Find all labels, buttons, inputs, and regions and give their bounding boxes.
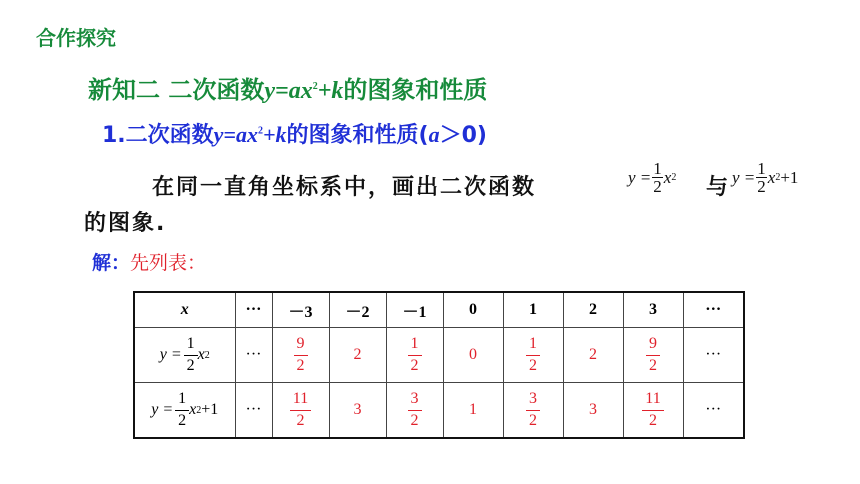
formula-tail: +1 [201,401,219,418]
formula-lhs: y = [159,346,182,363]
frac-den: 2 [529,412,537,429]
value-cell: ··· [683,383,744,439]
heading-prefix: 新知二 二次函数 [88,76,265,104]
frac-den: 2 [410,357,419,374]
formula-f2 [732,160,798,195]
frac-den: 2 [757,177,766,196]
value-table [133,291,745,439]
frac-den: 2 [649,412,657,429]
formula-var: x [197,346,205,363]
value-cell: 1 [443,383,503,439]
sub-heading-suffix: 的图象和性质( [286,123,429,148]
header-cell: 1 [503,292,563,328]
value-fraction [526,336,540,375]
formula-var: x [189,401,197,418]
sub-heading-condition: ＞0) [439,123,487,148]
value-fraction [526,391,540,430]
value-cell [272,383,329,439]
value-cell: ··· [235,383,272,439]
value-cell: 2 [563,328,623,383]
frac-num: 9 [294,336,308,356]
sub-heading-exponent: 2 [257,125,263,137]
header-cell: ··· [683,292,744,328]
value-cell [503,383,563,439]
value-cell [272,328,329,383]
heading-exponent: 2 [312,81,318,92]
section-heading [88,70,487,105]
frac-den: 2 [529,357,537,374]
value-fraction [408,391,422,430]
frac-den: 2 [296,412,305,429]
heading-plus-k: +k [317,78,344,104]
formula-fraction [184,336,198,375]
formula-var: x [663,167,672,187]
value-cell [623,383,683,439]
row-formula [160,336,210,375]
row-label-formula [134,383,235,439]
connector-text: 与 [706,175,729,200]
frac-num: 9 [646,336,660,356]
formula-exp: 2 [204,349,210,361]
formula-fraction [175,391,189,430]
value-fraction [646,336,660,375]
value-fraction [294,336,308,375]
table-row [134,383,744,439]
row-formula [151,391,218,430]
table-row [134,328,744,383]
frac-den: 2 [296,357,305,374]
frac-den: 2 [178,411,187,429]
header-cell: 0 [443,292,503,328]
frac-num: 3 [526,391,540,411]
frac-den: 2 [649,357,657,374]
value-cell: 3 [563,383,623,439]
value-cell [386,328,443,383]
value-fraction [290,391,311,430]
value-cell [503,328,563,383]
sub-heading [102,118,487,149]
value-cell [623,328,683,383]
header-cell: ··· [235,292,272,328]
solution-label: 解： [92,252,131,274]
formula-f1 [628,160,676,195]
formula-lhs: y = [628,167,652,187]
sub-heading-prefix: 1.二次函数 [102,123,214,148]
header-cell: －2 [329,292,386,328]
formula-var: x [767,167,776,187]
section-label: 合作探究 [36,26,116,50]
value-cell: 3 [329,383,386,439]
value-cell [386,383,443,439]
frac-den: 2 [186,356,195,374]
header-cell: 2 [563,292,623,328]
formula-lhs: y = [151,401,174,418]
value-cell: ··· [683,328,744,383]
formula-tail: +1 [780,167,799,187]
frac-num: 11 [642,391,663,411]
value-cell: 0 [443,328,503,383]
formula-lhs: y = [732,167,756,187]
sub-heading-formula: y=ax [213,122,258,147]
sub-heading-cond-var: a [428,122,440,147]
frac-num: 1 [408,336,422,356]
sub-heading-plus-k: +k [262,122,287,147]
frac-num: 3 [408,391,422,411]
value-fraction [408,336,422,375]
frac-den: 2 [410,412,419,429]
formula-exp: 2 [671,172,677,183]
table-header-row [134,292,744,328]
heading-formula: y=ax [264,78,313,104]
frac-num: 1 [175,391,189,411]
frac-num: 11 [290,391,311,411]
frac-den: 2 [653,177,662,196]
solution-text: 先列表： [130,252,207,274]
frac-num: 1 [526,336,540,356]
value-cell: 2 [329,328,386,383]
header-cell: －1 [386,292,443,328]
header-x-label: x [134,292,235,328]
formula-exp: 2 [196,404,202,416]
problem-text-line1: 在同一直角坐标系中，画出二次函数 [152,175,537,200]
problem-text-line2: 的图象. [84,211,167,236]
value-cell: ··· [235,328,272,383]
frac-num: 1 [184,336,198,356]
frac-num: 1 [757,159,766,178]
solution-line [92,248,206,275]
header-cell: －3 [272,292,329,328]
formula-fraction [652,160,663,195]
heading-suffix: 的图象和性质 [343,76,488,104]
frac-num: 1 [653,159,662,178]
row-label-formula [134,328,235,383]
formula-exp: 2 [775,172,781,183]
header-cell: 3 [623,292,683,328]
value-fraction [642,391,663,430]
formula-fraction [756,160,767,195]
